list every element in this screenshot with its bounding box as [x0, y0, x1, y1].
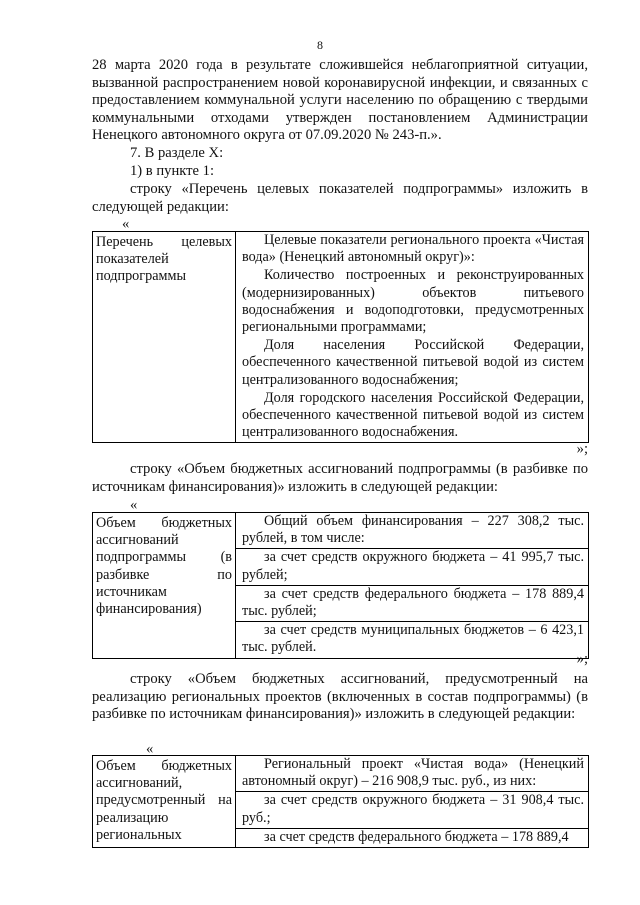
section2-item: Общий объем финансирования – 227 308,2 тыс. рублей, в том числе: — [242, 513, 584, 547]
section3-item: за счет средств федерального бюджета – 178 889,4 — [236, 828, 588, 847]
item-1-heading: 1) в пункте 1: — [130, 163, 215, 179]
section3-label-cell — [93, 756, 236, 848]
section3-instruction: строку «Объем бюджетных ассигнований, предусмотренный на реализацию региональных проектов (включенных в состав подпрограммы) (в разбивке по источникам финансирования)» изложить в следующей редакции: — [92, 671, 588, 723]
section2-close-quote: »; — [576, 651, 588, 667]
section2-item: за счет средств муниципальных бюджетов – 6 423,1 тыс. рублей. — [236, 621, 588, 657]
section1-item: Доля населения Российской Федерации, обеспеченного качественной питьевой водой из систем централизованного водоснабжения; — [242, 337, 584, 388]
section2-item: за счет средств федерального бюджета – 178 889,4 тыс. рублей; — [236, 585, 588, 621]
section3-item: Региональный проект «Чистая вода» (Ненецкий автономный округ) – 216 908,9 тыс. руб., из них: — [242, 756, 584, 790]
section1-table — [92, 231, 589, 443]
section2-content-cell — [236, 513, 589, 659]
section1-item: Количество построенных и реконструированных (модернизированных) объектов питьевого водоснабжения и водоподготовки, предусмотренных региональными программами; — [242, 267, 584, 336]
section2-label: Объем бюджетных ассигнований подпрограммы (в разбивке по источникам финансирования) — [96, 515, 232, 618]
item-7-heading: 7. В разделе X: — [130, 145, 224, 161]
section1-instruction: строку «Перечень целевых показателей подпрограммы» изложить в следующей редакции: — [92, 181, 588, 215]
section1-item: Доля городского населения Российской Федерации, обеспеченного качественной питьевой водой из систем централизованного водоснабжения. — [242, 389, 584, 441]
intro-paragraph: 28 марта 2020 года в результате сложившейся неблагоприятной ситуации, вызванной распространением новой коронавирусной инфекции, и связанных с предоставлением коммунальной услуги населению по обращению с твердыми коммунальными отходами утвержден постановлением Администрации Ненецкого автономного округа от 07.09.2020 № 243-п.». — [92, 57, 588, 144]
section2-instruction: строку «Объем бюджетных ассигнований подпрограммы (в разбивке по источникам финансирования)» изложить в следующей редакции: — [92, 461, 588, 495]
section2-label-cell — [93, 513, 236, 659]
section2-item: за счет средств окружного бюджета – 41 995,7 тыс. рублей; — [236, 548, 588, 584]
section1-content-cell — [236, 232, 589, 443]
section3-item: за счет средств окружного бюджета – 31 908,4 тыс. руб.; — [236, 791, 588, 827]
section1-open-quote: « — [122, 216, 130, 232]
page-number: 8 — [317, 38, 323, 52]
section1-label: Перечень целевых показателей подпрограммы — [96, 234, 232, 285]
section3-label: Объем бюджетных ассигнований, предусмотренный на реализацию региональных — [96, 758, 232, 843]
section3-table — [92, 755, 589, 848]
section3-content-cell — [236, 756, 589, 848]
section2-table — [92, 512, 589, 659]
section1-close-quote: »; — [576, 441, 588, 457]
section1-label-cell — [93, 232, 236, 443]
section3-open-quote: « — [146, 741, 154, 757]
section1-item: Целевые показатели регионального проекта «Чистая вода» (Ненецкий автономный округ)»: — [242, 232, 584, 266]
section2-open-quote: « — [130, 497, 138, 513]
